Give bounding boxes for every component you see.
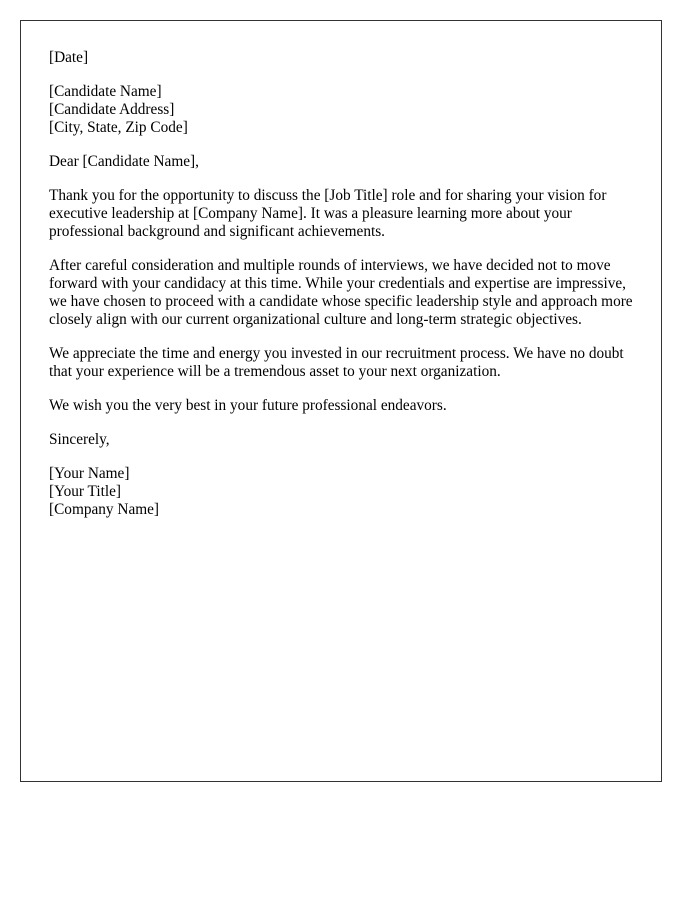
recipient-name: [Candidate Name]: [49, 83, 162, 100]
recipient-address: [Candidate Address]: [49, 101, 175, 118]
signer-name: [Your Name]: [49, 465, 130, 482]
signer-title: [Your Title]: [49, 483, 121, 500]
paragraph-3: We appreciate the time and energy you invested in our recruitment process. We have no doubt that your experience will be a tremendous asset to your next organization.: [49, 345, 624, 380]
recipient-city: [City, State, Zip Code]: [49, 119, 188, 136]
closing: Sincerely,: [49, 431, 110, 448]
paragraph-1: Thank you for the opportunity to discuss the [Job Title] role and for sharing your vision for executive leadership at [Company Name]. It was a pleasure learning more about your professional background and significant achievements.: [49, 187, 607, 240]
signature-block: [49, 465, 639, 519]
letter-page: [20, 20, 662, 782]
letter-date: [Date]: [49, 49, 89, 66]
paragraph-4: We wish you the very best in your future professional endeavors.: [49, 397, 447, 414]
recipient-block: [49, 83, 639, 137]
signer-company: [Company Name]: [49, 501, 160, 518]
salutation: Dear [Candidate Name],: [49, 153, 199, 170]
letter-body: [49, 49, 639, 519]
paragraph-2: After careful consideration and multiple rounds of interviews, we have decided not to move forward with your candidacy at this time. While your credentials and expertise are impressive, we have chosen to proceed with a candidate whose specific leadership style and approach more closely align with our current organizational culture and long-term strategic objectives.: [49, 257, 633, 328]
